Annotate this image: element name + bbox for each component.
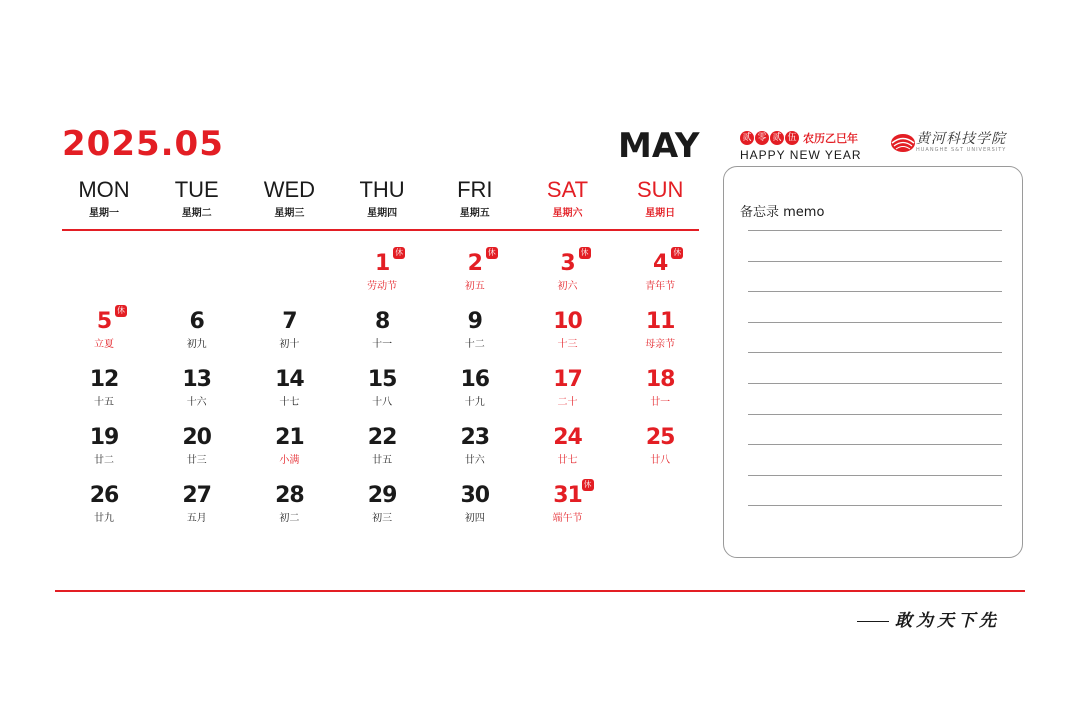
day-cell-23[interactable] — [429, 426, 521, 466]
day-cell-1[interactable] — [336, 248, 428, 292]
day-number: 10 — [553, 309, 582, 334]
day-lunar-label: 廿一 — [650, 397, 671, 408]
day-cell-22[interactable] — [336, 426, 428, 466]
day-lunar-label: 青年节 — [645, 281, 676, 292]
day-cell-17[interactable] — [522, 368, 614, 408]
day-cell-8[interactable] — [336, 310, 428, 350]
day-cell-26[interactable] — [58, 484, 150, 524]
day-number: 2 — [467, 251, 482, 276]
weekday-thu — [336, 178, 428, 219]
day-cell-10[interactable] — [522, 310, 614, 350]
day-lunar-label: 劳动节 — [367, 281, 398, 292]
day-lunar-label: 十七 — [279, 397, 300, 408]
day-lunar-label: 廿九 — [94, 513, 114, 524]
weekday-en-label: THU — [359, 177, 405, 202]
day-cell-3[interactable] — [522, 248, 614, 292]
weekday-cn-label: 星期三 — [274, 208, 305, 219]
day-number: 4 — [653, 251, 668, 276]
slogan-text: 敢为天下先 — [895, 611, 1000, 631]
month-name: MAY — [618, 126, 700, 166]
day-cell-11[interactable] — [614, 310, 706, 350]
memo-line — [748, 414, 1002, 415]
memo-line — [748, 291, 1002, 292]
day-lunar-label: 初三 — [372, 513, 393, 524]
day-cell-20[interactable] — [151, 426, 243, 466]
day-lunar-label: 十九 — [464, 397, 485, 408]
weekday-en-label: TUE — [174, 177, 219, 202]
day-number: 25 — [645, 425, 675, 450]
footer-divider — [55, 590, 1025, 592]
brand-char-1: 贰 — [740, 131, 754, 145]
day-cell-15[interactable] — [336, 368, 428, 408]
memo-title: 备忘录 memo — [740, 205, 825, 220]
memo-line — [748, 383, 1002, 384]
day-lunar-label: 廿二 — [94, 455, 114, 466]
day-number: 6 — [189, 309, 204, 334]
school-logo — [890, 128, 1020, 158]
day-lunar-label: 立夏 — [94, 339, 114, 350]
brand-lunar-text: 农历乙巳年 — [803, 132, 858, 145]
day-number: 12 — [89, 367, 119, 392]
brand-lunar-year — [740, 130, 890, 146]
day-cell-18[interactable] — [614, 368, 706, 408]
day-number: 16 — [460, 367, 490, 392]
memo-line — [748, 505, 1002, 506]
weekday-cn-label: 星期一 — [89, 208, 119, 219]
school-english-name: HUANGHE S&T UNIVERSITY — [916, 147, 1007, 153]
day-cell-27[interactable] — [151, 484, 243, 524]
day-cell-31[interactable] — [522, 480, 614, 524]
day-cell-29[interactable] — [336, 484, 428, 524]
day-number: 23 — [460, 425, 490, 450]
memo-line — [748, 475, 1002, 476]
day-number: 14 — [275, 367, 304, 392]
memo-line — [748, 322, 1002, 323]
day-cell-21[interactable] — [243, 426, 335, 466]
day-lunar-label: 五月 — [186, 513, 207, 524]
weekday-cn-label: 星期四 — [367, 208, 398, 219]
day-lunar-label: 十五 — [94, 397, 114, 408]
weekday-cn-label: 星期五 — [459, 208, 490, 219]
holiday-badge: 休 — [583, 480, 592, 489]
day-number: 18 — [645, 367, 675, 392]
weekday-wed — [243, 178, 335, 219]
day-lunar-label: 小满 — [279, 455, 300, 466]
weekday-en-label: MON — [78, 177, 130, 202]
brand-english-text: HAPPY NEW YEAR — [740, 148, 862, 162]
day-lunar-label: 端午节 — [552, 513, 583, 524]
day-number: 1 — [374, 251, 390, 276]
holiday-badge: 休 — [580, 248, 589, 257]
memo-line — [748, 444, 1002, 445]
weekday-en-label: WED — [263, 177, 316, 202]
day-number: 21 — [275, 425, 304, 450]
day-number: 26 — [89, 483, 119, 508]
day-number: 13 — [182, 367, 211, 392]
day-number: 22 — [367, 425, 397, 450]
memo-line — [748, 230, 1002, 231]
weekday-fri — [429, 178, 521, 219]
weekday-en-label: SAT — [546, 177, 589, 202]
day-cell-24[interactable] — [522, 426, 614, 466]
new-year-brand — [740, 130, 890, 162]
day-number: 29 — [367, 483, 397, 508]
school-emblem-icon — [890, 130, 916, 154]
day-number: 27 — [182, 483, 211, 508]
brand-char-3: 贰 — [770, 131, 784, 145]
day-number: 28 — [275, 483, 304, 508]
day-cell-9[interactable] — [429, 310, 521, 350]
day-number: 20 — [182, 425, 211, 450]
day-lunar-label: 十八 — [372, 397, 393, 408]
day-number: 8 — [374, 309, 390, 334]
holiday-badge: 休 — [117, 306, 125, 315]
day-cell-19[interactable] — [58, 426, 150, 466]
day-cell-5[interactable] — [58, 306, 150, 350]
day-number: 5 — [96, 309, 112, 334]
day-cell-14[interactable] — [243, 368, 335, 408]
day-number: 17 — [553, 367, 582, 392]
day-lunar-label: 初九 — [186, 339, 207, 350]
day-cell-16[interactable] — [429, 368, 521, 408]
day-lunar-label: 十一 — [372, 339, 393, 350]
day-cell-6[interactable] — [151, 310, 243, 350]
weekday-cn-label: 星期二 — [181, 208, 212, 219]
holiday-badge: 休 — [395, 248, 404, 257]
weekday-cn-label: 星期六 — [552, 208, 583, 219]
day-lunar-label: 初二 — [279, 513, 300, 524]
memo-line — [748, 352, 1002, 353]
day-number: 11 — [645, 309, 675, 334]
day-cell-30[interactable] — [429, 484, 521, 524]
day-number: 9 — [467, 309, 482, 334]
day-lunar-label: 廿六 — [464, 455, 485, 466]
day-lunar-label: 初四 — [464, 513, 485, 524]
school-name: 黄河科技学院 — [916, 131, 1006, 147]
day-number: 24 — [553, 425, 582, 450]
day-lunar-label: 廿五 — [372, 455, 393, 466]
day-lunar-label: 初五 — [464, 281, 485, 292]
day-lunar-label: 十六 — [186, 397, 207, 408]
day-number: 15 — [367, 367, 397, 392]
header-divider — [62, 229, 699, 231]
year-month-title: 2025.05 — [62, 124, 224, 164]
holiday-badge: 休 — [673, 248, 682, 257]
day-lunar-label: 廿七 — [557, 455, 578, 466]
day-number: 19 — [89, 425, 119, 450]
day-cell-7[interactable] — [243, 310, 335, 350]
brand-char-4: 伍 — [785, 131, 799, 145]
weekday-en-label: FRI — [457, 177, 493, 202]
day-cell-13[interactable] — [151, 368, 243, 408]
day-lunar-label: 廿八 — [650, 455, 671, 466]
day-cell-2[interactable] — [429, 248, 521, 292]
day-cell-28[interactable] — [243, 484, 335, 524]
day-cell-12[interactable] — [58, 368, 150, 408]
day-lunar-label: 二十 — [557, 397, 578, 408]
day-number: 30 — [460, 483, 490, 508]
day-lunar-label: 母亲节 — [645, 339, 676, 350]
day-lunar-label: 十二 — [464, 339, 485, 350]
slogan-dash — [857, 621, 889, 622]
day-lunar-label: 初六 — [557, 281, 578, 292]
holiday-badge: 休 — [487, 248, 496, 257]
weekday-mon — [58, 178, 150, 219]
weekday-en-label: SUN — [636, 177, 684, 202]
brand-char-2: 零 — [755, 131, 769, 145]
day-number: 31 — [553, 483, 582, 508]
weekday-sat — [522, 178, 614, 219]
day-number: 3 — [560, 251, 575, 276]
memo-panel — [723, 166, 1023, 558]
day-cell-25[interactable] — [614, 426, 706, 466]
day-lunar-label: 初十 — [279, 339, 300, 350]
weekday-header — [58, 178, 708, 222]
memo-line — [748, 261, 1002, 262]
weekday-cn-label: 星期日 — [645, 208, 676, 219]
day-cell-4[interactable] — [614, 248, 706, 292]
day-number: 7 — [282, 309, 297, 334]
day-lunar-label: 十三 — [557, 339, 578, 350]
slogan — [857, 606, 1000, 631]
weekday-tue — [151, 178, 243, 219]
day-lunar-label: 廿三 — [186, 455, 207, 466]
weekday-sun — [614, 178, 706, 219]
